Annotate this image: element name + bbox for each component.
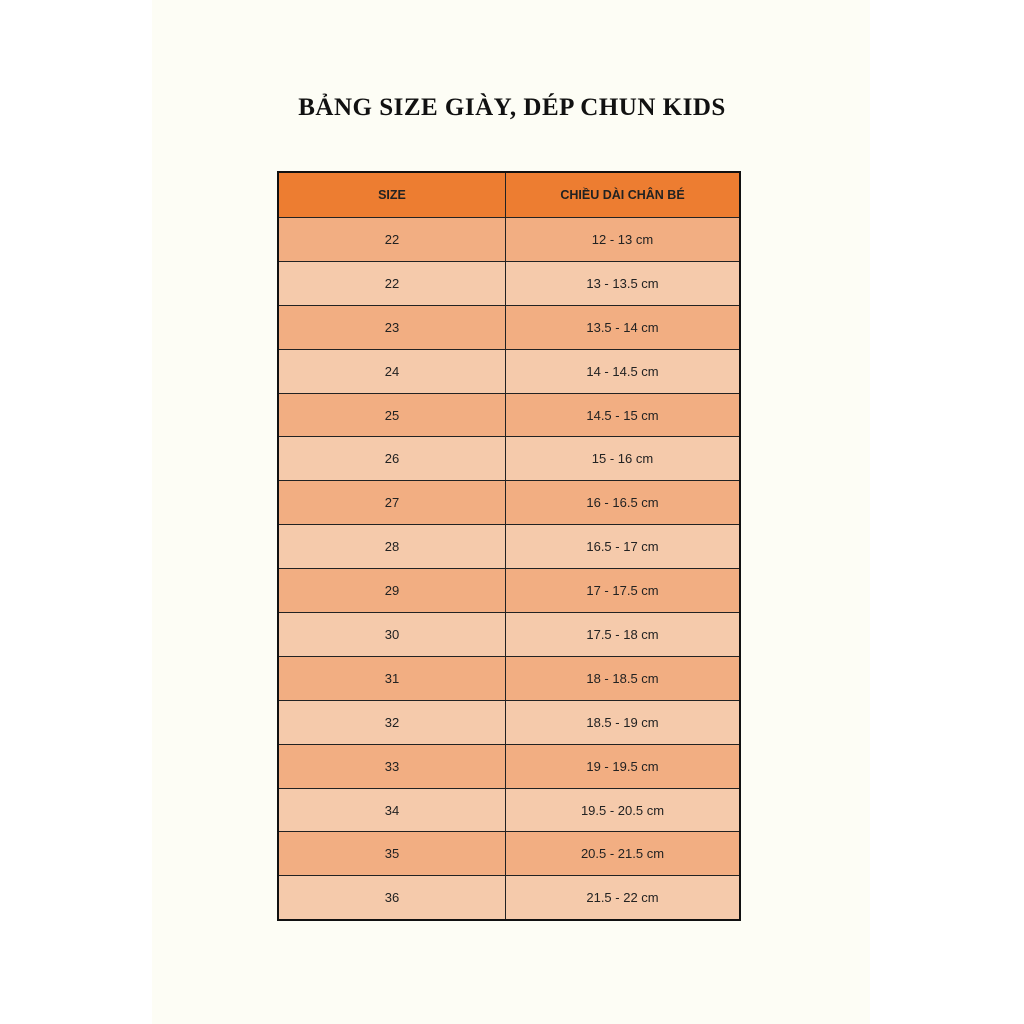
table-row [278, 305, 740, 349]
size-cell: 26 [278, 437, 506, 481]
foot-length-cell: 16 - 16.5 cm [506, 481, 741, 525]
foot-length-cell: 14.5 - 15 cm [506, 393, 741, 437]
size-cell: 32 [278, 700, 506, 744]
size-cell: 22 [278, 261, 506, 305]
table-row [278, 393, 740, 437]
size-cell: 25 [278, 393, 506, 437]
table-row [278, 744, 740, 788]
table-row [278, 832, 740, 876]
table-row [278, 481, 740, 525]
header-size: SIZE [278, 172, 506, 218]
table-row [278, 437, 740, 481]
size-cell: 30 [278, 613, 506, 657]
foot-length-cell: 17.5 - 18 cm [506, 613, 741, 657]
foot-length-cell: 20.5 - 21.5 cm [506, 832, 741, 876]
foot-length-cell: 17 - 17.5 cm [506, 569, 741, 613]
foot-length-cell: 16.5 - 17 cm [506, 525, 741, 569]
size-cell: 28 [278, 525, 506, 569]
size-cell: 34 [278, 788, 506, 832]
foot-length-cell: 13 - 13.5 cm [506, 261, 741, 305]
page-title: BẢNG SIZE GIÀY, DÉP CHUN KIDS [298, 94, 726, 121]
size-cell: 36 [278, 876, 506, 920]
size-table [277, 171, 741, 921]
foot-length-cell: 13.5 - 14 cm [506, 305, 741, 349]
table-row [278, 261, 740, 305]
table-row [278, 700, 740, 744]
size-cell: 22 [278, 218, 506, 262]
size-cell: 27 [278, 481, 506, 525]
table-row [278, 876, 740, 920]
table-row [278, 349, 740, 393]
table-row [278, 656, 740, 700]
foot-length-cell: 12 - 13 cm [506, 218, 741, 262]
foot-length-cell: 19 - 19.5 cm [506, 744, 741, 788]
table-row [278, 218, 740, 262]
foot-length-cell: 18 - 18.5 cm [506, 656, 741, 700]
table-row [278, 613, 740, 657]
size-cell: 23 [278, 305, 506, 349]
size-cell: 31 [278, 656, 506, 700]
foot-length-cell: 14 - 14.5 cm [506, 349, 741, 393]
size-cell: 29 [278, 569, 506, 613]
table-row [278, 788, 740, 832]
foot-length-cell: 19.5 - 20.5 cm [506, 788, 741, 832]
header-foot-length: CHIỀU DÀI CHÂN BÉ [506, 172, 741, 218]
table-header-row [278, 172, 740, 218]
foot-length-cell: 18.5 - 19 cm [506, 700, 741, 744]
table-row [278, 525, 740, 569]
foot-length-cell: 15 - 16 cm [506, 437, 741, 481]
foot-length-cell: 21.5 - 22 cm [506, 876, 741, 920]
table-row [278, 569, 740, 613]
size-cell: 33 [278, 744, 506, 788]
size-cell: 24 [278, 349, 506, 393]
size-cell: 35 [278, 832, 506, 876]
